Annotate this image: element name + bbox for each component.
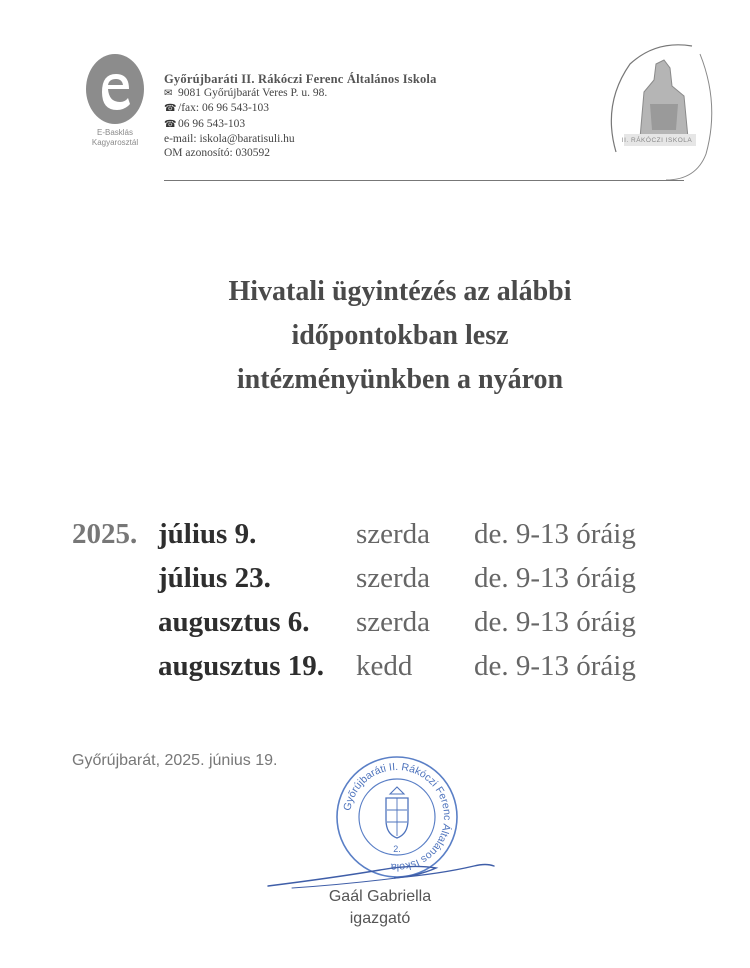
schedule-day: kedd (356, 650, 413, 682)
logo-caption: E-Basklás Kagyarosztál (91, 128, 139, 147)
phone-line: ☎ 06 96 543-103 (164, 117, 437, 132)
schedule-time: de. 9-13 óráig (474, 518, 636, 550)
schedule-day: szerda (356, 518, 431, 550)
school-logo (84, 52, 146, 156)
schedule-row (72, 644, 712, 688)
stamp-number: 2. (393, 844, 401, 854)
schedule-day: szerda (356, 562, 431, 594)
place-and-date: Győrújbarát, 2025. június 19. (72, 752, 278, 769)
schedule-year: 2025. (72, 518, 138, 550)
schedule-date: július 23. (158, 562, 271, 594)
schedule-day: szerda (356, 606, 431, 638)
signer-name: Gaál Gabriella (328, 888, 432, 905)
school-name: Győrújbaráti II. Rákóczi Ferenc Általános Iskola (164, 72, 437, 86)
schedule-row (72, 512, 712, 556)
schedule-date: augusztus 19. (158, 650, 324, 682)
om-id-line: OM azonosító: 030592 (164, 147, 271, 160)
telephone-icon: ☎ (164, 103, 177, 115)
e-logo-icon (84, 52, 146, 126)
schedule-row (72, 600, 712, 644)
phone-fax-line: ☎ /fax: 06 96 543-103 (164, 101, 437, 116)
title-line: időpontokban lesz (291, 320, 509, 351)
address-line: ✉ 9081 Győrújbarát Veres P. u. 98. (164, 86, 437, 101)
header-divider (164, 180, 684, 181)
schedule-date: július 9. (158, 518, 257, 550)
crest-emblem-icon (596, 34, 722, 184)
envelope-icon: ✉ (164, 88, 173, 100)
email-line: e-mail: iskola@baratisuli.hu (164, 132, 295, 145)
notice-title (150, 270, 650, 402)
schedule-time: de. 9-13 óráig (474, 650, 636, 682)
office-hours-schedule (72, 512, 712, 688)
schedule-time: de. 9-13 óráig (474, 562, 636, 594)
signer-title: igazgató (349, 910, 411, 927)
stamp-text: Győrújbaráti II. Rákóczi Ferenc Általános Iskola (341, 760, 454, 874)
signer-block (300, 886, 460, 930)
crest-label: II. RÁKÓCZI ISKOLA (621, 137, 693, 144)
schedule-row (72, 556, 712, 600)
title-line: intézményünkben a nyáron (236, 364, 564, 395)
schedule-time: de. 9-13 óráig (474, 606, 636, 638)
letterhead-text (164, 72, 437, 160)
schedule-date: augusztus 6. (158, 606, 310, 638)
telephone-icon: ☎ (164, 118, 177, 130)
title-line: Hivatali ügyintézés az alábbi (228, 276, 572, 307)
